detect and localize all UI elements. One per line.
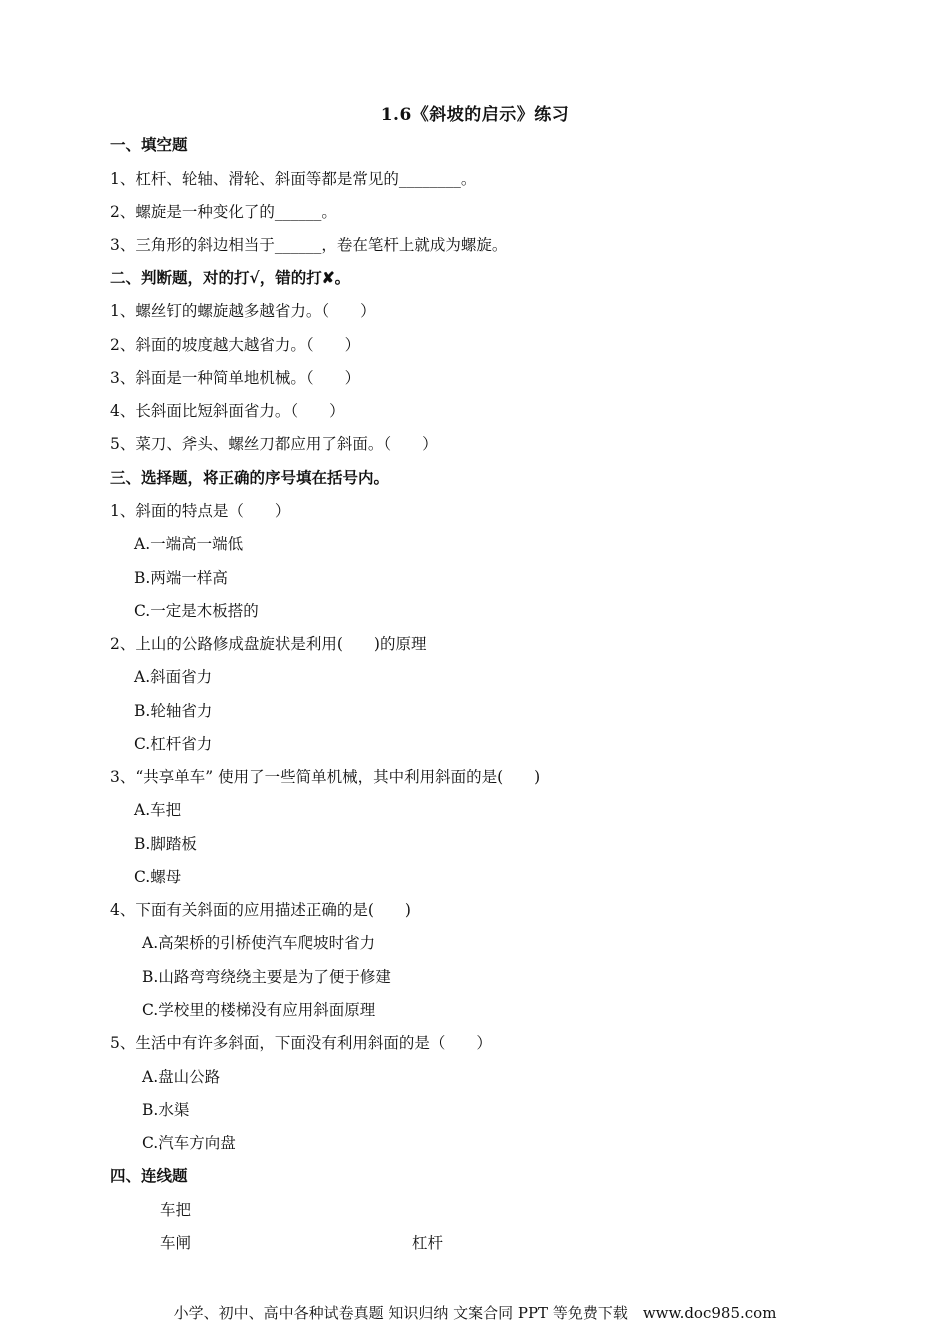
choice-option: C.学校里的楼梯没有应用斜面原理 bbox=[142, 1001, 376, 1019]
choice-option: C.螺母 bbox=[134, 868, 182, 886]
choice-option: C.杠杆省力 bbox=[134, 735, 213, 753]
choice-question-5: 5、生活中有许多斜面，下面没有利用斜面的是（ ） bbox=[110, 1034, 492, 1052]
matching-right-item-1: 杠杆 bbox=[412, 1234, 444, 1252]
choice-option: A.盘山公路 bbox=[142, 1068, 221, 1086]
page-title: 1.6《斜坡的启示》练习 bbox=[380, 105, 570, 125]
true-false-item-1: 1、螺丝钉的螺旋越多越省力。（ ） bbox=[110, 302, 376, 320]
matching-left-item-2: 车闸 bbox=[160, 1234, 192, 1252]
choice-question-4: 4、下面有关斜面的应用描述正确的是( ) bbox=[110, 901, 411, 919]
choice-option: B.山路弯弯绕绕主要是为了便于修建 bbox=[142, 968, 391, 986]
section-4-heading: 四、连线题 bbox=[110, 1166, 188, 1185]
choice-option: A.斜面省力 bbox=[134, 668, 213, 686]
footer-text: 小学、初中、高中各种试卷真题 知识归纳 文案合同 PPT 等免费下载 www.doc985.com bbox=[173, 1304, 777, 1322]
choice-option: B.两端一样高 bbox=[134, 569, 228, 587]
section-2-heading: 二、判断题，对的打√，错的打✘。 bbox=[110, 268, 351, 287]
section-3-heading: 三、选择题，将正确的序号填在括号内。 bbox=[110, 468, 390, 487]
true-false-item-2: 2、斜面的坡度越大越省力。（ ） bbox=[110, 336, 361, 354]
choice-option: A.高架桥的引桥使汽车爬坡时省力 bbox=[142, 934, 376, 952]
section-1-heading: 一、填空题 bbox=[110, 135, 188, 154]
fill-blank-item-2: 2、螺旋是一种变化了的______。 bbox=[110, 203, 337, 221]
true-false-item-4: 4、长斜面比短斜面省力。（ ） bbox=[110, 402, 345, 420]
choice-option: A.一端高一端低 bbox=[134, 535, 244, 553]
choice-option: A.车把 bbox=[134, 801, 182, 819]
choice-option: C.一定是木板搭的 bbox=[134, 602, 259, 620]
fill-blank-item-3: 3、三角形的斜边相当于______，卷在笔杆上就成为螺旋。 bbox=[110, 236, 508, 254]
choice-option: B.轮轴省力 bbox=[134, 702, 213, 720]
choice-question-1: 1、斜面的特点是（ ） bbox=[110, 502, 291, 520]
true-false-item-3: 3、斜面是一种简单地机械。（ ） bbox=[110, 369, 361, 387]
true-false-item-5: 5、菜刀、斧头、螺丝刀都应用了斜面。（ ） bbox=[110, 435, 438, 453]
fill-blank-item-1: 1、杠杆、轮轴、滑轮、斜面等都是常见的________。 bbox=[110, 170, 477, 188]
choice-option: C.汽车方向盘 bbox=[142, 1134, 236, 1152]
choice-option: B.水渠 bbox=[142, 1101, 190, 1119]
matching-left-item-1: 车把 bbox=[160, 1201, 192, 1219]
choice-option: B.脚踏板 bbox=[134, 835, 197, 853]
choice-question-3: 3、“共享单车” 使用了一些简单机械，其中利用斜面的是( ) bbox=[110, 768, 541, 786]
choice-question-2: 2、上山的公路修成盘旋状是利用( )的原理 bbox=[110, 635, 427, 653]
